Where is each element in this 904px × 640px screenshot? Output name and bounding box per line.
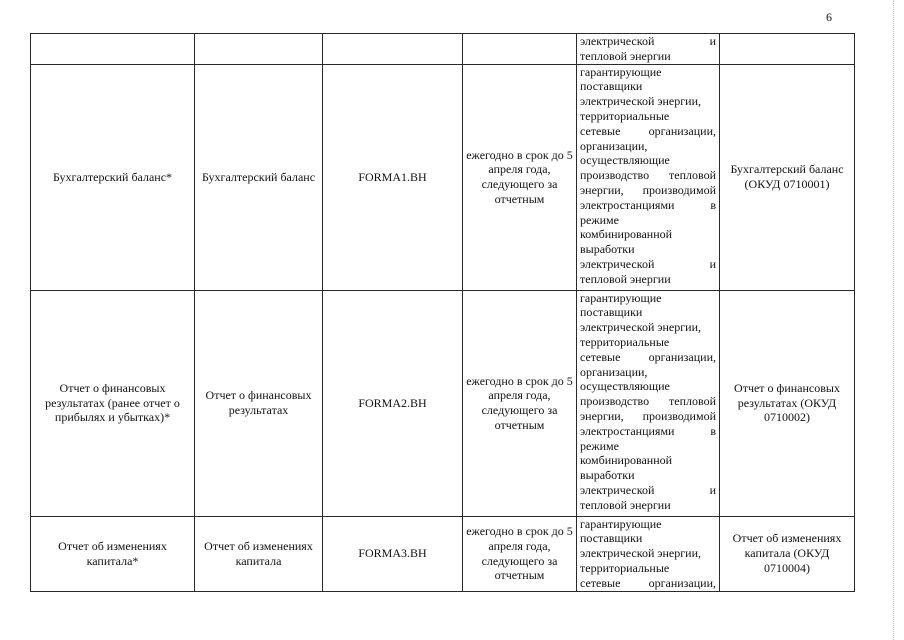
organization-line: организации, bbox=[580, 364, 648, 379]
organization-line: поставщики bbox=[580, 79, 643, 94]
okud-cell: Отчет об изменениях капитала (ОКУД 0710004) bbox=[720, 516, 855, 591]
form-name-cell: Бухгалтерский баланс* bbox=[31, 64, 195, 290]
organization-line: электрической энергии, bbox=[580, 546, 702, 561]
okud-cell: Отчет о финансовых результатах (ОКУД 0710002) bbox=[720, 290, 855, 516]
form-short-name-cell: Бухгалтерский баланс bbox=[195, 64, 323, 290]
form-name-cell bbox=[31, 34, 195, 65]
organization-line: сетевые организации, bbox=[580, 575, 716, 590]
page-edge-divider bbox=[893, 0, 894, 640]
page-number: 6 bbox=[826, 10, 832, 24]
deadline-cell bbox=[463, 34, 577, 65]
organization-line: энергии, производимой bbox=[580, 408, 716, 423]
organization-line: территориальные bbox=[580, 560, 670, 575]
table-row bbox=[31, 290, 855, 516]
organization-line: осуществляющие bbox=[580, 153, 670, 168]
organization-line: электрической энергии, bbox=[580, 320, 702, 335]
organization-line: сетевые организации, bbox=[580, 349, 716, 364]
form-name-cell: Отчет о финансовых результатах (ранее отчет о прибылях и убытках)* bbox=[31, 290, 195, 516]
deadline-cell: ежегодно в срок до 5 апреля года, следующего за отчетным bbox=[463, 64, 577, 290]
organization-line: поставщики bbox=[580, 531, 643, 546]
form-name-cell: Отчет об изменениях капитала* bbox=[31, 516, 195, 591]
organization-line: территориальные bbox=[580, 108, 670, 123]
table-row bbox=[31, 64, 855, 290]
deadline-cell: ежегодно в срок до 5 апреля года, следующего за отчетным bbox=[463, 516, 577, 591]
organization-line: электрической и bbox=[580, 482, 716, 497]
table-row bbox=[31, 34, 855, 65]
organization-line: гарантирующие bbox=[580, 290, 662, 305]
organizations-cell bbox=[577, 516, 720, 591]
form-short-name-cell bbox=[195, 34, 323, 65]
organization-line: энергии, производимой bbox=[580, 182, 716, 197]
organization-line: тепловой энергии bbox=[580, 48, 671, 63]
organization-line: выработки bbox=[580, 242, 635, 257]
deadline-cell: ежегодно в срок до 5 апреля года, следующего за отчетным bbox=[463, 290, 577, 516]
organization-line: электрической и bbox=[580, 34, 716, 48]
form-code-cell: FORMA2.BH bbox=[323, 290, 463, 516]
organization-line: сетевые организации, bbox=[580, 123, 716, 138]
organization-line: территориальные bbox=[580, 334, 670, 349]
form-short-name-cell: Отчет об изменениях капитала bbox=[195, 516, 323, 591]
organization-line: организации, bbox=[580, 138, 648, 153]
form-code-cell bbox=[323, 34, 463, 65]
organization-line: электрической энергии, bbox=[580, 94, 702, 109]
organization-line: гарантирующие bbox=[580, 516, 662, 531]
organization-line: поставщики bbox=[580, 305, 643, 320]
organization-line: тепловой энергии bbox=[580, 497, 671, 512]
organization-line: комбинированной bbox=[580, 453, 673, 468]
okud-cell bbox=[720, 34, 855, 65]
organization-line: выработки bbox=[580, 468, 635, 483]
organization-line: гарантирующие bbox=[580, 64, 662, 79]
organization-line: электростанциями в bbox=[580, 423, 716, 438]
form-code-cell: FORMA1.BH bbox=[323, 64, 463, 290]
organization-line: тепловой энергии bbox=[580, 271, 671, 286]
organization-line: производство тепловой bbox=[580, 168, 716, 183]
okud-cell: Бухгалтерский баланс (ОКУД 0710001) bbox=[720, 64, 855, 290]
organization-line: производство тепловой bbox=[580, 394, 716, 409]
organizations-cell bbox=[577, 64, 720, 290]
organizations-cell bbox=[577, 34, 720, 65]
organization-line: электрической и bbox=[580, 256, 716, 271]
organization-line: электростанциями в bbox=[580, 197, 716, 212]
organization-line: режиме bbox=[580, 212, 619, 227]
table-row bbox=[31, 516, 855, 591]
form-code-cell: FORMA3.BH bbox=[323, 516, 463, 591]
organization-line: комбинированной bbox=[580, 227, 673, 242]
reporting-forms-table bbox=[30, 33, 855, 592]
organization-line: осуществляющие bbox=[580, 379, 670, 394]
form-short-name-cell: Отчет о финансовых результатах bbox=[195, 290, 323, 516]
organization-line: режиме bbox=[580, 438, 619, 453]
organizations-cell bbox=[577, 290, 720, 516]
